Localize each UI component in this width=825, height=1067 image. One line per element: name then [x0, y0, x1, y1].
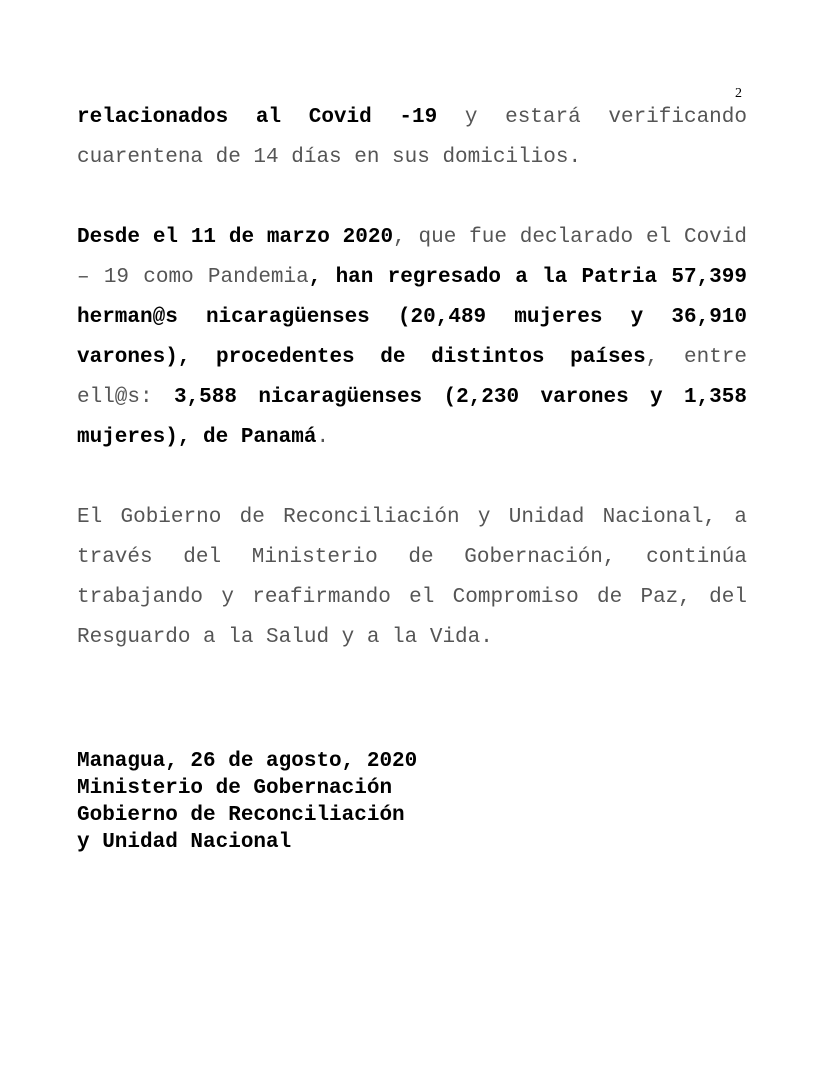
regular-text: , entre ell@s:	[77, 346, 747, 409]
regular-text: .	[316, 426, 330, 449]
signature-ministry: Ministerio de Gobernación	[77, 777, 393, 800]
paragraph-covid-verification	[77, 98, 747, 178]
regular-text: y estará verificando cuarentena de 14 días en sus domicilios.	[77, 106, 747, 169]
bold-text: relacionados al Covid -19	[77, 106, 438, 129]
regular-text: El Gobierno de Reconciliación y Unidad Nacional, a través del Ministerio de Gobernación, continúa trabajando y reafirmando el Compromiso de Paz, del Resguardo a la Salud y a la Vida.	[77, 506, 747, 649]
signature-block	[77, 748, 417, 856]
paragraph-returnees	[77, 218, 747, 458]
paragraph-government-commitment	[77, 498, 747, 658]
signature-government: Gobierno de Reconciliación	[77, 804, 405, 827]
signature-place-date: Managua, 26 de agosto, 2020	[77, 750, 418, 773]
bold-text: 3,588 nicaragüenses (2,230 varones y 1,358 mujeres), de Panamá	[77, 386, 747, 449]
page-number: 2	[735, 86, 742, 101]
document-body	[77, 98, 747, 658]
bold-text: Desde el 11 de marzo 2020	[77, 226, 394, 249]
bold-text: , han regresado a la Patria 57,399 herman@s nicaragüenses (20,489 mujeres y 36,910 varones), procedentes de distintos países	[77, 266, 747, 369]
regular-text: , que fue declarado el Covid – 19 como Pandemia	[77, 226, 747, 289]
signature-unity: y Unidad Nacional	[77, 831, 292, 854]
